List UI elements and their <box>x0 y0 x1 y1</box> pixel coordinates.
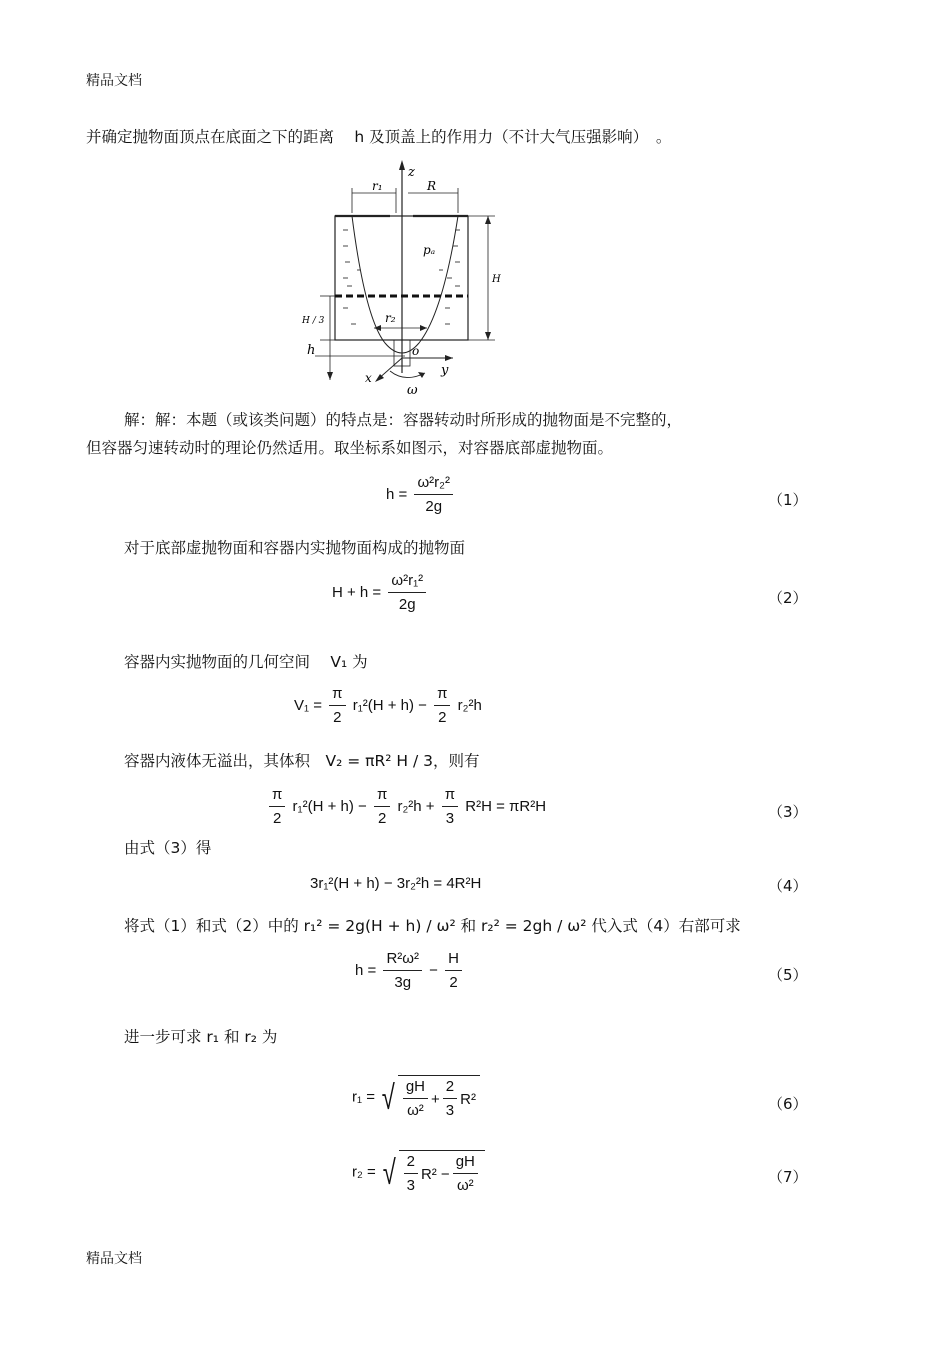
x-label: x <box>365 371 372 385</box>
paragraph-v2: 容器内液体无溢出，其体积 V₂ = πR² H / 3，则有 <box>124 752 480 770</box>
equation-3-number: （3） <box>768 803 808 821</box>
pa-label: pₐ <box>423 243 436 257</box>
page-header: 精品文档 <box>86 73 142 89</box>
equation-4: 3r₁²(H + h) − 3r₂²h = 4R²H <box>310 875 482 892</box>
h-label: h <box>307 343 316 358</box>
z-label: z <box>408 165 415 180</box>
r2-label: r₂ <box>385 311 396 325</box>
solution-paragraph-line2: 但容器匀速转动时的理论仍然适用。取坐标系如图示，对容器底部虚抛物面。 <box>86 439 614 457</box>
equation-2-number: （2） <box>768 589 808 607</box>
equation-3: $\frac{\pi}{2}$ r₁²(H + h) − $\frac{\pi}{2}$ r₂²h + $\frac{\pi}{3}$ R²H = πR²H <box>266 786 546 828</box>
paragraph-r1-r2: 进一步可求 r₁ 和 r₂ 为 <box>124 1028 278 1046</box>
equation-6-number: （6） <box>768 1095 808 1113</box>
sqrt-symbol: √ $\frac{2}{3}$ R² − $\frac{gH}{\text{ω²}}$ <box>380 1150 485 1195</box>
R-label: R <box>427 179 437 193</box>
equation-4-number: （4） <box>768 877 808 895</box>
H3-label: H / 3 <box>302 316 325 326</box>
equation-5: h = $\frac{\text{R²ω²}}{3g}$ − $\frac{H}{2}$ <box>355 950 465 992</box>
page-footer: 精品文档 <box>86 1251 142 1267</box>
paragraph-v1: 容器内实抛物面的几何空间 V₁ 为 <box>124 653 368 671</box>
equation-1: h = $\frac{\text{ω²r₂²}}{2g}$ <box>386 474 456 516</box>
equation-1-number: （1） <box>768 491 808 509</box>
omega-label: ω <box>407 383 418 398</box>
equation-7-number: （7） <box>768 1168 808 1186</box>
intro-line: 并确定抛物面顶点在底面之下的距离 h 及顶盖上的作用力（不计大气压强影响） 。 <box>86 128 672 146</box>
sqrt-symbol: √ $\frac{gH}{\text{ω²}}$ + $\frac{2}{3}$ R² <box>379 1075 480 1120</box>
H-label: H <box>492 274 501 285</box>
solution-paragraph-line1: 解：解：本题（或该类问题）的特点是：容器转动时所形成的抛物面是不完整的， <box>124 411 683 429</box>
paragraph-from-eq3: 由式（3）得 <box>124 839 212 857</box>
equation-v1: V₁ = $\frac{\pi}{2}$ r₁²(H + h) − $\frac{\pi}{2}$ r₂²h <box>294 685 482 726</box>
paragraph-compound-paraboloid: 对于底部虚抛物面和容器内实抛物面构成的抛物面 <box>124 539 466 557</box>
r1-label: r₁ <box>372 179 383 193</box>
rotating-container-diagram <box>295 158 515 398</box>
paragraph-substitution: 将式（1）和式（2）中的 r₁² = 2g(H + h) / ω² 和 r₂² = 2gh / ω² 代入式（4）右部可求 <box>124 917 741 935</box>
equation-6: r₁ = √ $\frac{gH}{\text{ω²}}$ + $\frac{2}{3}$ R² <box>352 1075 480 1120</box>
z-axis-arrow <box>399 160 405 170</box>
equation-7: r₂ = √ $\frac{2}{3}$ R² − $\frac{gH}{\text{ω²}}$ <box>352 1150 485 1195</box>
equation-5-number: （5） <box>768 966 808 984</box>
paraboloid-curve <box>352 216 458 353</box>
o-label: o <box>412 344 420 358</box>
equation-2: H + h = $\frac{\text{ω²r₁²}}{2g}$ <box>332 572 429 614</box>
y-label: y <box>441 363 449 378</box>
